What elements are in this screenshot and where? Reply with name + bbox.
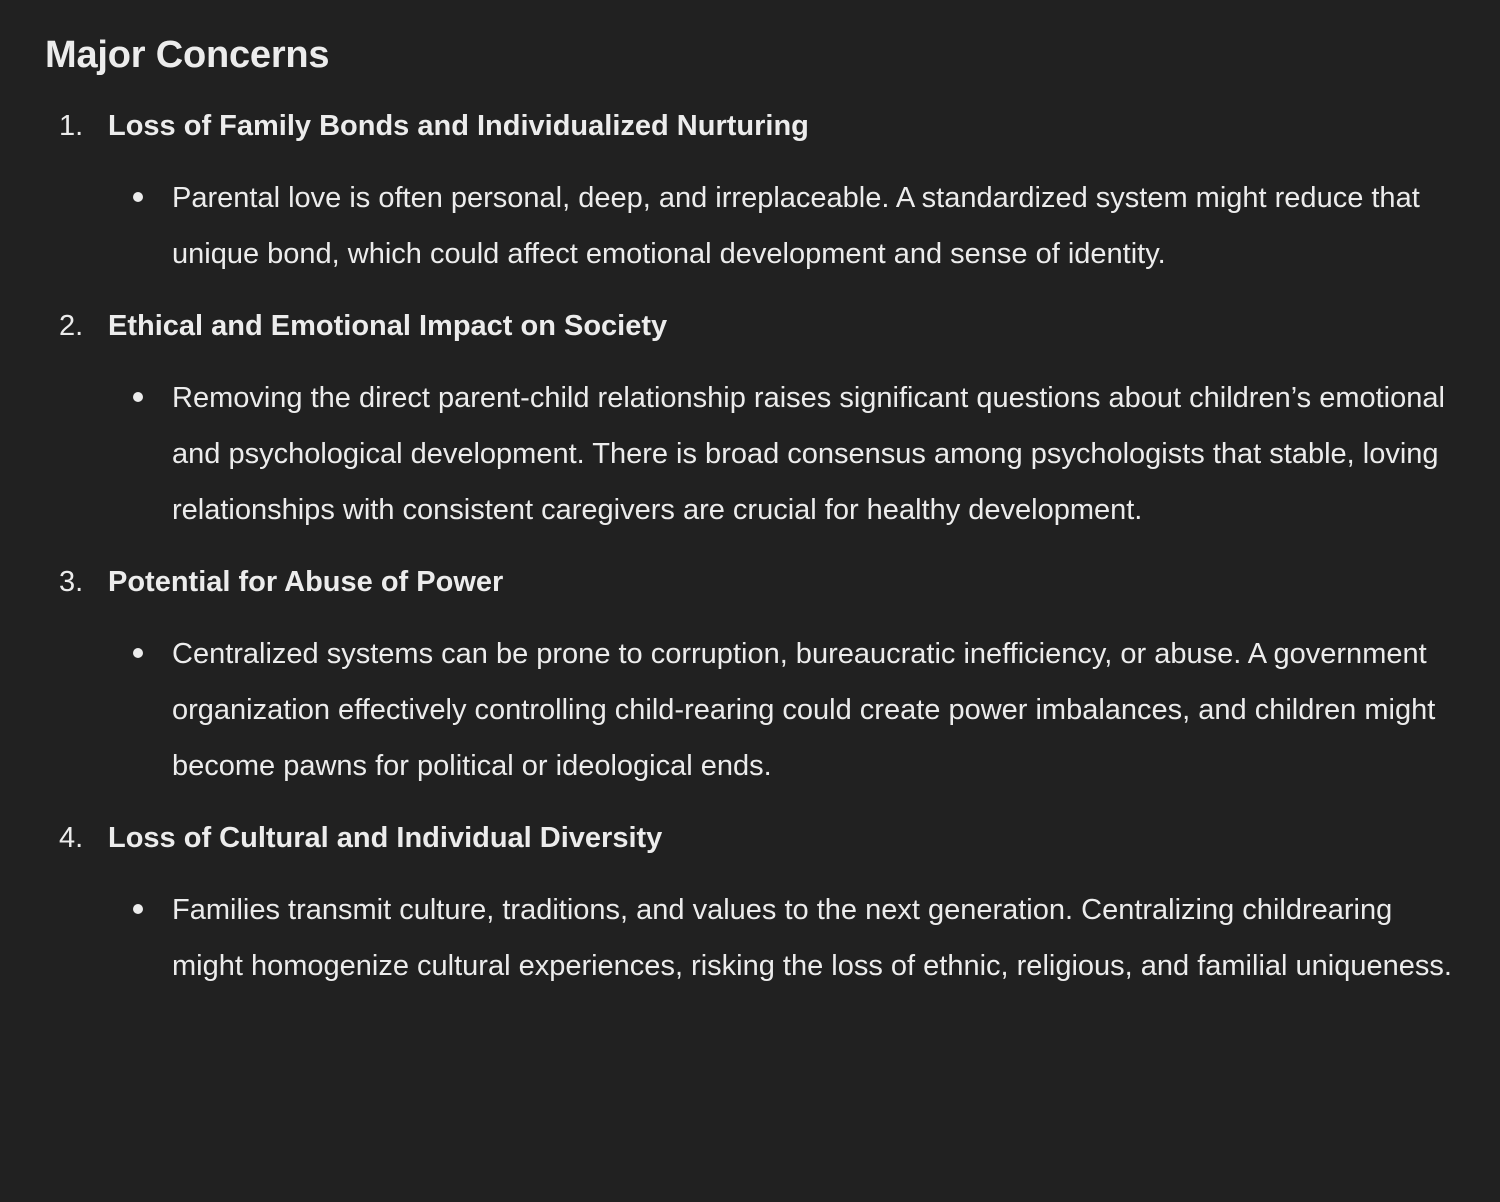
concern-points	[45, 170, 1475, 282]
list-number: 3.	[59, 566, 84, 598]
list-number: 1.	[59, 110, 84, 142]
bullet-icon	[133, 904, 143, 914]
concern-title: Ethical and Emotional Impact on Society	[108, 310, 668, 342]
list-number: 2.	[59, 310, 84, 342]
concern-item-3	[45, 554, 1475, 794]
concern-heading	[45, 98, 1475, 154]
concern-title: Potential for Abuse of Power	[108, 566, 504, 598]
list-number: 4.	[59, 822, 84, 854]
bullet-icon	[133, 392, 143, 402]
concern-title: Loss of Family Bonds and Individualized Nurturing	[108, 110, 809, 142]
bullet-icon	[133, 648, 143, 658]
concern-point	[45, 370, 1475, 538]
message-content	[45, 30, 1475, 1010]
concern-heading	[45, 554, 1475, 610]
section-heading: Major Concerns	[45, 34, 330, 76]
concern-point	[45, 626, 1475, 794]
concern-item-4	[45, 810, 1475, 994]
concern-points	[45, 626, 1475, 794]
concern-points	[45, 370, 1475, 538]
concern-heading	[45, 810, 1475, 866]
concern-item-2	[45, 298, 1475, 538]
concern-points	[45, 882, 1475, 994]
bullet-icon	[133, 192, 143, 202]
point-text: Removing the direct parent-child relationship raises significant questions about children’s emotional and psychological development. There is broad consensus among psychologists that stable, loving relationships with consistent caregivers are crucial for healthy development.	[172, 382, 1445, 526]
point-text: Families transmit culture, traditions, and values to the next generation. Centralizing childrearing might homogenize cultural experiences, risking the loss of ethnic, religious, and familial uniqueness.	[172, 894, 1452, 982]
concerns-list	[45, 98, 1475, 994]
point-text: Parental love is often personal, deep, and irreplaceable. A standardized system might reduce that unique bond, which could affect emotional development and sense of identity.	[172, 182, 1420, 270]
concern-point	[45, 882, 1475, 994]
concern-point	[45, 170, 1475, 282]
concern-item-1	[45, 98, 1475, 282]
point-text: Centralized systems can be prone to corruption, bureaucratic inefficiency, or abuse. A government organization effectively controlling child-rearing could create power imbalances, and children might become pawns for political or ideological ends.	[172, 638, 1436, 782]
concern-heading	[45, 298, 1475, 354]
concern-title: Loss of Cultural and Individual Diversity	[108, 822, 663, 854]
